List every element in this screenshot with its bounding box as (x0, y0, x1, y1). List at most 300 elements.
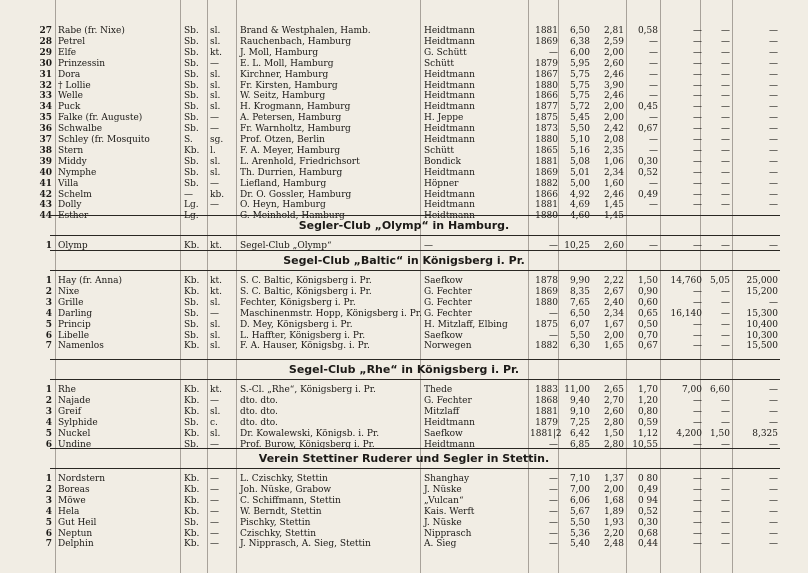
boat-number: 1 (45, 385, 52, 395)
beam: 2,46 (603, 189, 624, 200)
draught: 0,58 (637, 26, 658, 36)
builder: Saefkow (424, 276, 463, 286)
displacement: — (721, 330, 730, 341)
displacement: — (721, 91, 730, 102)
boat-name: Schley (fr. Mosquito (58, 135, 150, 145)
rig: kt. (210, 276, 222, 286)
boat-type: Sb. (184, 156, 199, 167)
boat-type: Kb. (184, 495, 200, 506)
boat-number: 27 (39, 26, 52, 36)
year-built: 1879 (535, 417, 558, 428)
owner: Rauchenbach, Hamburg (240, 36, 352, 47)
year-built: 1869 (535, 167, 558, 178)
year-built: 1880 (535, 211, 558, 222)
value: 15,300 (746, 308, 778, 319)
beam: 2,80 (603, 439, 624, 450)
builder: Heidtmann (424, 135, 475, 145)
displacement: — (721, 241, 730, 251)
sail-area: — (693, 156, 702, 167)
boat-number: 28 (39, 36, 52, 47)
draught: 0,30 (637, 517, 658, 528)
owner: J. Moll, Hamburg (240, 47, 319, 58)
sail-area: — (693, 241, 702, 251)
boat-type: Sb. (184, 58, 199, 69)
beam: 1,37 (603, 474, 624, 484)
sail-area: 16,140 (670, 308, 702, 319)
boat-number: 6 (45, 528, 52, 539)
table-row (0, 91, 808, 101)
draught: — (649, 200, 658, 211)
sail-area: — (693, 113, 702, 124)
value: — (769, 58, 778, 69)
owner: Kirchner, Hamburg (240, 69, 329, 80)
rig: sl. (210, 428, 221, 439)
boat-number: 36 (39, 124, 52, 135)
length: 5,50 (569, 517, 590, 528)
boat-type: Lg. (184, 211, 199, 222)
owner: Fr. Kirsten, Hamburg (240, 80, 338, 91)
owner: Czischky, Stettin (240, 528, 317, 539)
boat-number: 40 (39, 167, 52, 178)
length: 6,85 (569, 439, 590, 450)
boat-number: 3 (45, 297, 52, 308)
length: 5,00 (569, 178, 590, 189)
draught: — (649, 91, 658, 102)
owner: Dr. O. Gossler, Hamburg (240, 189, 352, 200)
length: 7,10 (569, 474, 590, 484)
year-built: 1865 (535, 145, 558, 156)
displacement: — (721, 178, 730, 189)
rig: sl. (210, 341, 221, 352)
year-built: 1880 (535, 135, 558, 145)
displacement: — (721, 474, 730, 484)
boat-name: Libelle (58, 330, 90, 341)
boat-name: Najade (58, 395, 91, 406)
value: — (769, 91, 778, 102)
builder: H. Mitzlaff, Elbing (424, 319, 508, 330)
builder: Heidtmann (424, 200, 475, 211)
table-row (0, 157, 808, 167)
boat-number: 5 (45, 517, 52, 528)
club-heading: Verein Stettiner Ruderer und Segler in Stettin. (258, 452, 550, 465)
length: 9,90 (569, 276, 590, 286)
beam: 2,60 (603, 58, 624, 69)
year-built: 1881 (535, 26, 558, 36)
length: 7,25 (569, 417, 590, 428)
value: — (769, 135, 778, 145)
boat-name: Esther (58, 211, 89, 222)
displacement: — (721, 113, 730, 124)
rig: — (210, 395, 219, 406)
table-row (0, 276, 808, 286)
displacement: — (721, 495, 730, 506)
length: 5,67 (569, 506, 590, 517)
section-rule (50, 379, 780, 380)
year-built: 1868 (535, 395, 558, 406)
boat-name: Dolly (58, 200, 82, 211)
boat-number: 7 (45, 539, 52, 550)
boat-name: Puck (58, 102, 81, 113)
year-built: — (549, 517, 558, 528)
boat-name: Nixe (58, 286, 80, 297)
table-row (0, 190, 808, 200)
table-row (0, 418, 808, 428)
rig: — (210, 506, 219, 517)
rig: — (210, 58, 219, 69)
boat-number: 44 (39, 211, 52, 222)
table-row (0, 320, 808, 330)
draught: — (649, 178, 658, 189)
displacement: — (721, 156, 730, 167)
boat-type: — (184, 189, 193, 200)
displacement: 6,60 (709, 385, 730, 395)
sail-area: 14,760 (670, 276, 702, 286)
draught: 1,12 (637, 428, 658, 439)
rig: c. (210, 417, 218, 428)
rig: — (210, 211, 219, 222)
length: 5,45 (569, 113, 590, 124)
owner: Th. Durrien, Hamburg (240, 167, 343, 178)
value: 8,325 (752, 428, 778, 439)
table-row (0, 529, 808, 539)
builder: Bondick (424, 156, 461, 167)
value: — (769, 26, 778, 36)
owner: Brand & Westphalen, Hamb. (240, 26, 371, 36)
builder: A. Sieg (424, 539, 457, 550)
boat-name: Darling (58, 308, 93, 319)
length: 4,60 (569, 211, 590, 222)
boat-type: Sb. (184, 102, 199, 113)
boat-name: Middy (58, 156, 87, 167)
value: — (769, 417, 778, 428)
sail-area: — (693, 124, 702, 135)
displacement: — (721, 286, 730, 297)
table-row (0, 102, 808, 112)
boat-number: 3 (45, 495, 52, 506)
sail-area: — (693, 167, 702, 178)
rig: — (210, 308, 219, 319)
draught: 0,30 (637, 156, 658, 167)
value: 15,200 (746, 286, 778, 297)
owner: C. Schiffmann, Stettin (240, 495, 341, 506)
boat-type: Sb. (184, 80, 199, 91)
year-built: — (549, 495, 558, 506)
displacement: — (721, 80, 730, 91)
owner: L. Arenhold, Friedrichsort (240, 156, 360, 167)
value: — (769, 80, 778, 91)
beam: 2,48 (603, 539, 624, 550)
displacement: — (721, 200, 730, 211)
beam: 2,22 (603, 276, 624, 286)
beam: 2,34 (603, 167, 624, 178)
year-built: — (549, 330, 558, 341)
sail-area: — (693, 474, 702, 484)
builder: G. Fechter (424, 286, 472, 297)
rig: kt. (210, 47, 222, 58)
year-built: — (549, 539, 558, 550)
beam: 2,42 (603, 124, 624, 135)
value: — (769, 113, 778, 124)
displacement: — (721, 539, 730, 550)
owner: A. Petersen, Hamburg (240, 113, 342, 124)
draught: 0,45 (637, 102, 658, 113)
beam: 2,08 (603, 135, 624, 145)
owner: W. Seitz, Hamburg (240, 91, 326, 102)
beam: 2,00 (603, 330, 624, 341)
beam: 3,90 (603, 80, 624, 91)
beam: 2,00 (603, 47, 624, 58)
draught: 0,68 (637, 528, 658, 539)
displacement: — (721, 211, 730, 222)
draught: 0,90 (637, 286, 658, 297)
boat-number: 30 (39, 58, 52, 69)
beam: 2,00 (603, 113, 624, 124)
draught: 0,67 (637, 341, 658, 352)
boat-name: Petrel (58, 36, 86, 47)
length: 4,92 (569, 189, 590, 200)
boat-type: Sb. (184, 439, 199, 450)
boat-type: S. (184, 135, 193, 145)
table-row (0, 429, 808, 439)
boat-type: Sb. (184, 26, 199, 36)
beam: 1,89 (603, 506, 624, 517)
year-built: 1875 (535, 319, 558, 330)
boat-name: Princip (58, 319, 91, 330)
value: — (769, 102, 778, 113)
value: — (769, 517, 778, 528)
builder: Heidtmann (424, 189, 475, 200)
sail-area: — (693, 200, 702, 211)
owner: dto. dto. (240, 406, 278, 417)
draught: — (649, 80, 658, 91)
builder: G. Fechter (424, 308, 472, 319)
displacement: — (721, 297, 730, 308)
value: — (769, 167, 778, 178)
beam: 2,80 (603, 417, 624, 428)
boat-name: Nuckel (58, 428, 91, 439)
beam: 2,34 (603, 308, 624, 319)
table-row (0, 485, 808, 495)
displacement: — (721, 124, 730, 135)
length: 8,35 (569, 286, 590, 297)
length: 7,00 (569, 484, 590, 495)
value: — (769, 47, 778, 58)
displacement: — (721, 135, 730, 145)
displacement: 5,05 (709, 276, 730, 286)
boat-type: Sb. (184, 178, 199, 189)
boat-type: Sb. (184, 319, 199, 330)
boat-type: Sb. (184, 308, 199, 319)
boat-type: Sb. (184, 47, 199, 58)
boat-number: 41 (39, 178, 52, 189)
displacement: — (721, 439, 730, 450)
length: 10,25 (564, 241, 590, 251)
boat-name: Welle (58, 91, 83, 102)
draught: 1,70 (637, 385, 658, 395)
sail-area: — (693, 80, 702, 91)
table-row (0, 124, 808, 134)
builder: J. Nüske (424, 484, 462, 495)
boat-type: Kb. (184, 395, 200, 406)
draught: 0,50 (637, 319, 658, 330)
boat-number: 1 (45, 241, 52, 251)
value: — (769, 406, 778, 417)
sail-area: — (693, 189, 702, 200)
length: 5,10 (569, 135, 590, 145)
boat-name: Namenlos (58, 341, 104, 352)
builder: Heidtmann (424, 69, 475, 80)
length: 6,50 (569, 26, 590, 36)
draught: — (649, 36, 658, 47)
builder: G. Fechter (424, 395, 472, 406)
rig: kt. (210, 241, 222, 251)
year-built: 1873 (535, 124, 558, 135)
boat-name: Hela (58, 506, 80, 517)
sail-area: 4,200 (676, 428, 702, 439)
boat-type: Kb. (184, 286, 200, 297)
sail-area: — (693, 439, 702, 450)
sail-area: — (693, 91, 702, 102)
sail-area: — (693, 484, 702, 495)
sail-area: — (693, 495, 702, 506)
table-row (0, 474, 808, 484)
beam: 2,46 (603, 91, 624, 102)
owner: S. C. Baltic, Königsberg i. Pr. (240, 286, 372, 297)
sail-area: — (693, 297, 702, 308)
boat-type: Kb. (184, 341, 200, 352)
sail-area: — (693, 178, 702, 189)
beam: 2,60 (603, 406, 624, 417)
draught: 0,52 (637, 506, 658, 517)
table-row (0, 298, 808, 308)
owner: W. Berndt, Stettin (240, 506, 322, 517)
boat-number: 2 (45, 286, 52, 297)
length: 7,65 (569, 297, 590, 308)
draught: 1,50 (637, 276, 658, 286)
length: 4,69 (569, 200, 590, 211)
builder: Heidtmann (424, 417, 475, 428)
boat-number: 7 (45, 341, 52, 352)
displacement: — (721, 47, 730, 58)
year-built: 1867 (535, 69, 558, 80)
length: 5,95 (569, 58, 590, 69)
length: 6,00 (569, 47, 590, 58)
table-row (0, 48, 808, 58)
value: — (769, 189, 778, 200)
beam: 1,45 (603, 200, 624, 211)
owner: F. A. Meyer, Hamburg (240, 145, 341, 156)
builder: H. Jeppe (424, 113, 464, 124)
year-built: 1882 (535, 341, 558, 352)
table-row (0, 396, 808, 406)
length: 5,16 (569, 145, 590, 156)
sail-area: — (693, 58, 702, 69)
length: 5,50 (569, 124, 590, 135)
year-built: 1880 (535, 80, 558, 91)
boat-name: Greif (58, 406, 82, 417)
section-rule (50, 468, 780, 469)
owner: S.-Cl. „Rhe“, Königsberg i. Pr. (240, 385, 376, 395)
displacement: — (721, 36, 730, 47)
displacement: — (721, 517, 730, 528)
builder: Schütt (424, 58, 455, 69)
year-built: 1881 (535, 156, 558, 167)
boat-number: 2 (45, 484, 52, 495)
boat-name: Schelm (58, 189, 92, 200)
value: — (769, 69, 778, 80)
boat-type: Sb. (184, 91, 199, 102)
value: — (769, 156, 778, 167)
boat-name: Dora (58, 69, 81, 80)
year-built: 1879 (535, 58, 558, 69)
length: 9,40 (569, 395, 590, 406)
owner: Prof. Otzen, Berlin (240, 135, 325, 145)
value: — (769, 484, 778, 495)
boat-number: 33 (39, 91, 52, 102)
section-rule (50, 359, 780, 360)
year-built: 1883 (535, 385, 558, 395)
year-built: — (549, 506, 558, 517)
rig: — (210, 517, 219, 528)
draught: 10,55 (632, 439, 658, 450)
builder: Saefkow (424, 330, 463, 341)
boat-type: Sb. (184, 417, 199, 428)
rig: sl. (210, 36, 221, 47)
boat-number: 37 (39, 135, 52, 145)
length: 6,06 (569, 495, 590, 506)
owner: O. Heyn, Hamburg (240, 200, 326, 211)
draught: — (649, 241, 658, 251)
year-built: 1881|2 (530, 428, 562, 439)
table-row (0, 341, 808, 351)
draught: — (649, 69, 658, 80)
draught: 0,49 (637, 484, 658, 495)
owner: Prof. Burow, Königsberg i. Pr. (240, 439, 375, 450)
rig: — (210, 539, 219, 550)
boat-name: Sylphide (58, 417, 98, 428)
boat-type: Kb. (184, 474, 200, 484)
table-row (0, 407, 808, 417)
builder: Schütt (424, 145, 455, 156)
owner: D. Mey, Königsberg i. Pr. (240, 319, 353, 330)
beam: 2,40 (603, 297, 624, 308)
boat-number: 39 (39, 156, 52, 167)
rig: — (210, 439, 219, 450)
length: 5,01 (569, 167, 590, 178)
beam: 2,65 (603, 385, 624, 395)
rig: sl. (210, 167, 221, 178)
boat-number: 2 (45, 395, 52, 406)
value: 10,300 (746, 330, 778, 341)
length: 6,30 (569, 341, 590, 352)
owner: G. Meinhold, Hamburg (240, 211, 345, 222)
boat-name: Nordstern (58, 474, 106, 484)
beam: 2,81 (603, 26, 624, 36)
rig: sl. (210, 330, 221, 341)
sail-area: — (693, 406, 702, 417)
boat-number: 3 (45, 406, 52, 417)
beam: 1,50 (603, 428, 624, 439)
rig: sg. (210, 135, 224, 145)
sail-area: — (693, 506, 702, 517)
sail-area: — (693, 319, 702, 330)
owner: Maschinenmstr. Hopp, Königsberg i. Pr. (240, 308, 422, 319)
rig: — (210, 484, 219, 495)
value: — (769, 178, 778, 189)
boat-name: † Lollie (58, 80, 91, 91)
year-built: 1869 (535, 36, 558, 47)
displacement: — (721, 308, 730, 319)
